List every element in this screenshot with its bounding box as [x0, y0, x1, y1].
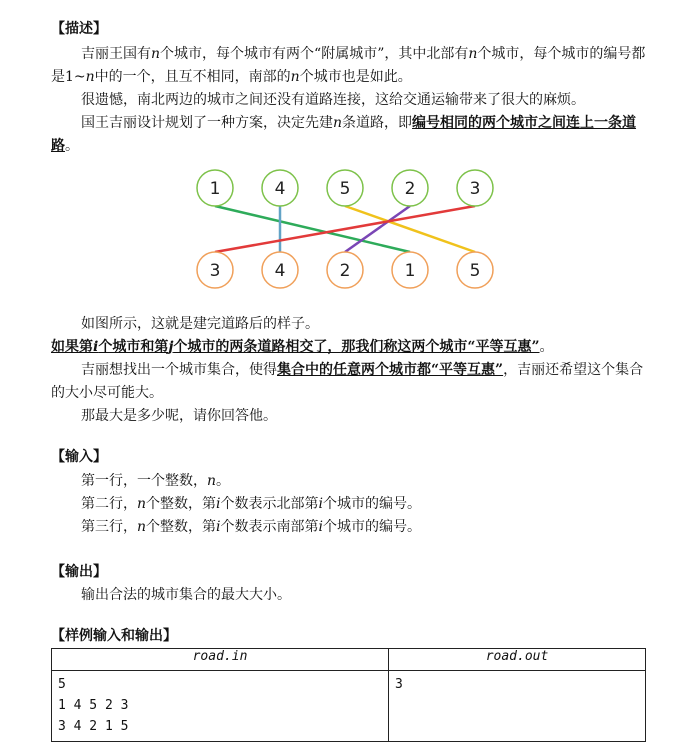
- sample-output-line: 3: [395, 677, 403, 692]
- paragraph-plan: 国王吉丽设计规划了一种方案，决定先建n条道路，即编号相同的两个城市之间连上一条道路。: [51, 115, 637, 154]
- sample-table-header: [52, 649, 646, 671]
- road-3: [215, 206, 475, 252]
- section-title-output: 【输出】: [51, 564, 107, 580]
- section-title-sample: 【样例输入和输出】: [51, 628, 177, 644]
- section-title-input: 【输入】: [51, 449, 107, 465]
- paragraph-kingdom: 吉丽王国有n个城市，每个城市有两个“附属城市”，其中北部有n个城市，每个城市的编号都是1~n中的一个，且互不相同，南部的n个城市也是如此。: [51, 46, 646, 85]
- paragraph-definition: 如果第i个城市和第j个城市的两条道路相交了，那我们称这两个城市“平等互惠”。: [51, 339, 554, 355]
- south-city-3: [327, 252, 363, 288]
- north-city-3: [327, 170, 363, 206]
- input-line-2: 第二行，n个整数，第i个数表示北部第i个城市的编号。: [81, 496, 421, 512]
- south-city-5: [457, 252, 493, 288]
- north-city-label: 3: [469, 179, 481, 199]
- sample-input-line: 5: [58, 677, 66, 692]
- south-city-label: 3: [209, 261, 221, 281]
- north-city-label: 2: [404, 179, 416, 199]
- north-cities: [197, 170, 493, 206]
- north-city-2: [262, 170, 298, 206]
- input-line-3: 第三行，n个整数，第i个数表示南部第i个城市的编号。: [81, 519, 421, 535]
- north-city-5: [457, 170, 493, 206]
- input-line-1: 第一行，一个整数，n。: [81, 473, 231, 489]
- north-city-label: 4: [274, 179, 286, 199]
- sample-header-input: road.in: [52, 649, 389, 671]
- sample-header-output: road.out: [389, 649, 646, 671]
- paragraph-figure-caption: 如图所示，这就是建完道路后的样子。: [81, 316, 319, 332]
- south-cities: [197, 252, 493, 288]
- road-diagram: [186, 164, 506, 294]
- north-city-label: 5: [339, 179, 351, 199]
- sample-input-line: 1 4 5 2 3: [58, 698, 129, 713]
- paragraph-question: 那最大是多少呢，请你回答他。: [81, 408, 277, 424]
- paragraph-no-roads: 很遗憾，南北两边的城市之间还没有道路连接，这给交通运输带来了很大的麻烦。: [81, 92, 585, 108]
- sample-input-cell: [52, 671, 389, 742]
- south-city-label: 1: [404, 261, 416, 281]
- south-city-4: [392, 252, 428, 288]
- road-5: [345, 206, 475, 252]
- section-title-description: 【描述】: [51, 21, 107, 37]
- road-1: [215, 206, 410, 252]
- sample-input-line: 3 4 2 1 5: [58, 719, 129, 734]
- south-city-1: [197, 252, 233, 288]
- north-city-1: [197, 170, 233, 206]
- sample-table-row: [52, 671, 646, 742]
- north-city-4: [392, 170, 428, 206]
- sample-output-cell: [389, 671, 646, 742]
- paragraph-goal: 吉丽想找出一个城市集合，使得集合中的任意两个城市都“平等互惠”，吉丽还希望这个集合的大小尽可能大。: [51, 362, 644, 401]
- south-city-2: [262, 252, 298, 288]
- south-city-label: 2: [339, 261, 351, 281]
- south-city-label: 4: [274, 261, 286, 281]
- north-city-label: 1: [209, 179, 221, 199]
- output-description: 输出合法的城市集合的最大大小。: [81, 587, 291, 603]
- road-lines: [215, 206, 475, 252]
- south-city-label: 5: [469, 261, 481, 281]
- sample-table: [51, 648, 646, 742]
